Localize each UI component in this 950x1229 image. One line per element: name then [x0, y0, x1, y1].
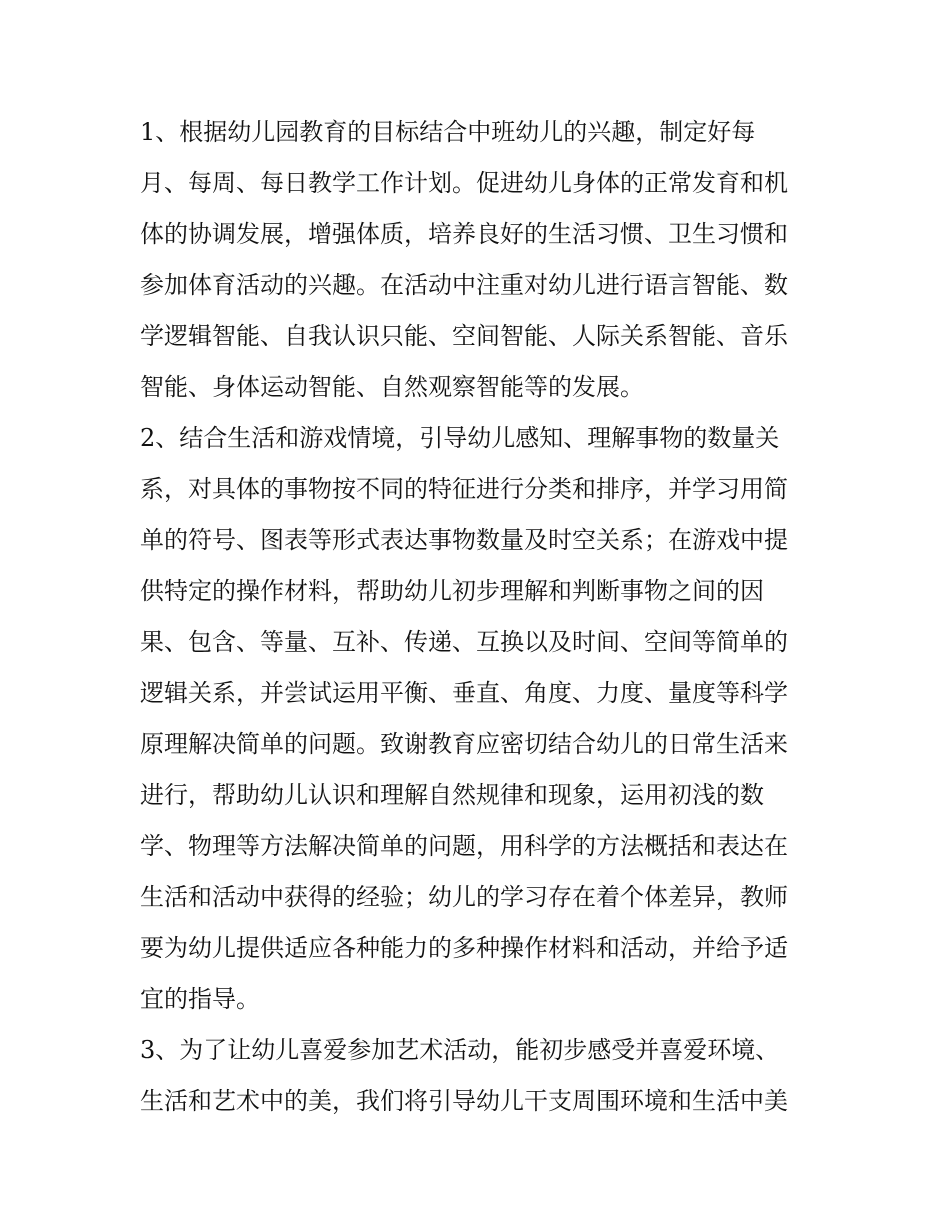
text-line: 智能、身体运动智能、自然观察智能等的发展。 [140, 373, 644, 401]
text-line: 学、物理等方法解决简单的问题，用科学的方法概括和表达在 [140, 832, 788, 860]
paragraph-2 [140, 413, 812, 1025]
text-line: 生活和活动中获得的经验；幼儿的学习存在着个体差异，教师 [140, 883, 788, 911]
text-line: 参加体育活动的兴趣。在活动中注重对幼儿进行语言智能、数 [140, 271, 788, 299]
paragraph-3 [140, 1025, 812, 1127]
text-line: 果、包含、等量、互补、传递、互换以及时间、空间等简单的 [140, 628, 788, 656]
document-body [140, 107, 812, 1127]
text-line: 1、根据幼儿园教育的目标结合中班幼儿的兴趣，制定好每 [140, 118, 756, 146]
text-line: 要为幼儿提供适应各种能力的多种操作材料和活动，并给予适 [140, 934, 788, 962]
text-line: 学逻辑智能、自我认识只能、空间智能、人际关系智能、音乐 [140, 322, 788, 350]
paragraph-1 [140, 107, 812, 413]
text-line: 生活和艺术中的美，我们将引导幼儿干支周围环境和生活中美 [140, 1087, 788, 1115]
text-line: 进行，帮助幼儿认识和理解自然规律和现象，运用初浅的数 [140, 781, 764, 809]
text-line: 单的符号、图表等形式表达事物数量及时空关系；在游戏中提 [140, 526, 788, 554]
text-line: 逻辑关系，并尝试运用平衡、垂直、角度、力度、量度等科学 [140, 679, 788, 707]
text-line: 2、结合生活和游戏情境，引导幼儿感知、理解事物的数量关 [140, 424, 780, 452]
text-line: 供特定的操作材料，帮助幼儿初步理解和判断事物之间的因 [140, 577, 764, 605]
text-line: 系，对具体的事物按不同的特征进行分类和排序，并学习用简 [140, 475, 788, 503]
text-line: 宜的指导。 [140, 985, 260, 1013]
text-line: 原理解决简单的问题。致谢教育应密切结合幼儿的日常生活来 [140, 730, 788, 758]
text-line: 体的协调发展，增强体质，培养良好的生活习惯、卫生习惯和 [140, 220, 788, 248]
text-line: 3、为了让幼儿喜爱参加艺术活动，能初步感受并喜爱环境、 [140, 1036, 780, 1064]
text-line: 月、每周、每日教学工作计划。促进幼儿身体的正常发育和机 [140, 169, 788, 197]
